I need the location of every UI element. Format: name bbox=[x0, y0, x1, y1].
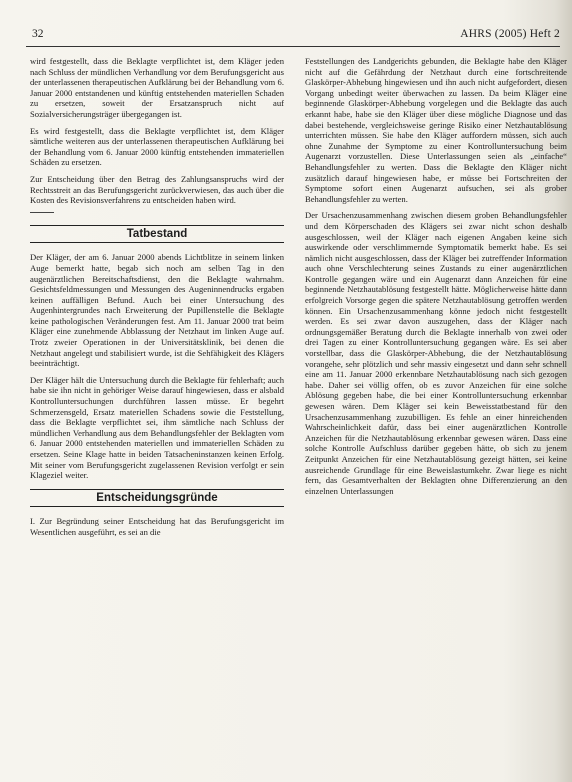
running-header bbox=[26, 28, 560, 47]
paragraph: I. Zur Begründung seiner Entscheidung hat das Berufungsgericht im Wesentlichen ausgeführt, es sei an die bbox=[30, 516, 284, 537]
paragraph: Es wird festgestellt, dass die Beklagte verpflichtet ist, dem Kläger sämtliche weiteren aus der unterlassenen therapeutischen Aufklärung bei der Behandlung vom 6. Januar 2000 künftig entstehenden immateriellen Schäden zu ersetzen. bbox=[30, 125, 284, 168]
paragraph: wird festgestellt, dass die Beklagte verpflichtet ist, dem Kläger jeden nach Schluss der mündlichen Verhandlung vor dem Berufungsgericht aus der unterlassenen therapeutischen Aufklärung bei der Behandlung vom 6. Januar 2000 entstandenen und künftig entstehenden materiellen Schaden zu ersetzen, soweit der Ersatzanspruch nicht auf Sozialversicherungsträger übergegangen ist. bbox=[30, 56, 284, 119]
section-heading-entscheidungsgruende: Entscheidungsgründe bbox=[30, 489, 284, 508]
paragraph: Der Kläger hält die Untersuchung durch die Beklagte für fehlerhaft; auch habe sie ihn nicht in gehöriger Weise darauf hingewiesen, dass er alsbald Kontrolluntersuchungen durchführen lassen müsse. Er begehrt Schmerzensgeld, Ersatz materiellen Schadens sowie die Feststellung, dass die Beklagte verpflichtet sei, ihm sämtliche nach Schluss der mündlichen Verhandlung aus dem Behandlungsfehler der Beklagten vom 6. Januar 2000 entstehenden materiellen und immateriellen Schäden zu ersetzen. Seine Klage hatte in beiden Tatsacheninstanzen keinen Erfolg. Mit seiner vom Berufungsgericht zugelassenen Revision verfolgt er sein Klageziel weiter. bbox=[30, 374, 284, 481]
left-column bbox=[30, 56, 284, 544]
short-divider bbox=[30, 212, 54, 213]
section-heading-tatbestand: Tatbestand bbox=[30, 225, 284, 244]
paragraph: Der Ursachenzusammenhang zwischen diesem groben Behandlungsfehler und dem Körperschaden des Klägers sei zwar nicht schon deshalb ausgeschlossen, weil der Kläger nach eigenen Angaben keine sich auswirkende oder verschlimmernde Symptomatik bemerkt habe. Es sei nämlich nicht ausgeschlossen, dass der Kläger bei zutreffender Information auch ohne Verschlechterung seines Zustands zu einer augenärztlichen Kontrolle gegangen wäre und ein Augenarzt dann Anzeichen für eine beginnende Netzhautablösung festgestellt hätte. Möglicherweise hätte dann erfolgreich Vorsorge gegen die spätere Netzhautablösung getroffen werden können. Ein Ursachenzusammenhang könne jedoch nicht festgestellt werden. Es sei zwar davon auszugehen, dass der Kläger nach ordnungsgemäßer Beratung durch die Beklagte innerhalb von zwei oder drei Tagen zu einer Kontrolluntersuchung gegangen wäre. Es sei aber vorstellbar, dass die Glaskörper-Abhebung, die der Netzhautablösung vorangehe, sehr plötzlich und sehr massiv eingesetzt und dann sehr schnell eine am 11. Januar 2000 erkennbare Netzhautablösung nach sich gezogen habe. Daher sei völlig offen, ob es zuvor Anzeichen für eine solche Ablösung gegeben habe, die bei einer Kontrolluntersuchung erkennbar gewesen wären. Dem Kläger sei kein Beweisstatbestand für den Ursachenzusammenhang zuzubilligen. Es fehle an einer hinreichenden Wahrscheinlichkeit dafür, dass bei einer augenärztlichen Kontrolle Anzeichen für die Netzhautablösung erkennbar gewesen wären. Dass eine solche Kontrolle Aufschluss darüber gegeben hätte, ob sich zu jenem Zeitpunkt Anzeichen für eine Netzhautablösung gezeigt hätten, sei keine ausreichende Grundlage für eine Beweislastumkehr. Zwar liege es nicht fern, das Gesamtverhalten der Beklagten ohne Differenzierung an den einzelnen Unterlassungen bbox=[305, 210, 567, 496]
journal-reference: AHRS (2005) Heft 2 bbox=[460, 28, 560, 40]
paragraph: Zur Entscheidung über den Betrag des Zahlungsanspruchs wird der Rechtsstreit an das Berufungsgericht zurückverwiesen, das auch über die Kosten des Revisionsverfahrens zu entscheiden haben wird. bbox=[30, 173, 284, 206]
paragraph: Feststellungen des Landgerichts gebunden, die Beklagte habe den Kläger nicht auf die Gefährdung der Netzhaut durch eine fortschreitende Glaskörper-Abhebung hingewiesen und ihn auch nicht aufgefordert, diesen Vorgang unbedingt weiter überwachen zu lassen. Da beim Kläger eine beginnende Glaskörper-Abhebung vorgelegen und die Beklagte das auch erkannt habe, habe sie den Kläger über diese mögliche Diagnose und das dabei bestehende, vergleichsweise geringe Risiko einer Netzhautablösung unterrichten müssen. Sie habe den Kläger auffordern müssen, sich auch ohne Zunahme der Symptome zu einer Kontrolluntersuchung beim Augenarzt vorzustellen. Diese Unterlassungen seien als „einfache“ Behandlungsfehler zu werten. Dass die Beklagte den Kläger nicht zusätzlich darauf hingewiesen habe, er müsse bei Fortschreiten der Symptome sofort einen Augenarzt aufsuchen, sei als grober Behandlungsfehler zu werten. bbox=[305, 56, 567, 204]
page-number: 32 bbox=[32, 28, 44, 40]
right-column bbox=[305, 56, 567, 502]
paragraph: Der Kläger, der am 6. Januar 2000 abends Lichtblitze in seinem linken Auge bemerkt hatte, begab sich noch am selben Tag in den augenärztlichen Bereitschaftsdienst, den die Beklagte wahrnahm. Gesichtsfeldmessungen und Messungen des Augeninnendrucks ergaben keinen auffälligen Befund. Auch bei einer Untersuchung des Augenhintergrundes nach Erweiterung der Pupillenstelle die Beklagte keine pathologischen Veränderungen fest. Am 11. Januar 2000 trat beim Kläger eine zunehmende Abblassung der Netzhaut im linken Auge auf. Trotz zweier Operationen in der Universitätsklinik, bei denen die Netzhaut angelegt und stabilisiert wurde, ist die Sehfähigkeit des Klägers beeinträchtigt. bbox=[30, 252, 284, 369]
